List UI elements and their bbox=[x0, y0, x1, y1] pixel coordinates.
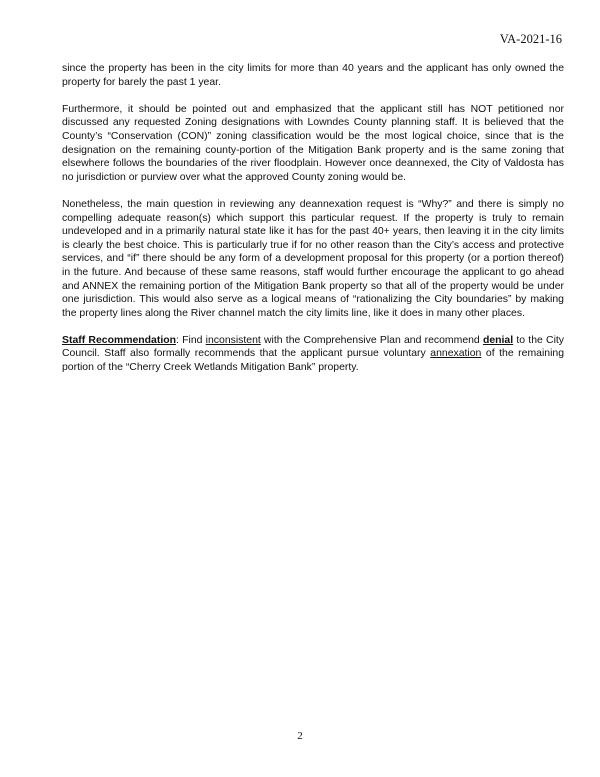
recommendation-text-4: of the remaining portion of the “Cherry Creek Wetlands Mitigation Bank” property. bbox=[62, 348, 564, 374]
inconsistent-term: inconsistent bbox=[205, 334, 261, 346]
recommendation-text-1: Find bbox=[178, 334, 206, 346]
denial-term: denial bbox=[482, 334, 514, 346]
recommendation-text-3: to the City Council. Staff also formally recommends that the applicant pursue voluntary bbox=[62, 334, 565, 360]
recommendation-colon: : bbox=[176, 334, 179, 346]
staff-recommendation-paragraph bbox=[62, 334, 564, 375]
staff-recommendation-label: Staff Recommendation bbox=[62, 334, 176, 346]
paragraph-1: since the property has been in the city limits for more than 40 years and the applicant has only owned the property for barely the past 1 year. bbox=[62, 63, 564, 88]
document-id: VA-2021-16 bbox=[499, 32, 562, 46]
paragraph-2: Furthermore, it should be pointed out and emphasized that the applicant still has NOT petitioned nor discussed any requested Zoning designations with Lowndes County planning staff. It is believed that the County’s “Conservation (CON)” zoning classification would be the most logical choice, since that is the designation on the remaining county-portion of the Mitigation Bank property and is the same zoning that elsewhere follows the boundaries of the river floodplain. However once deannexed, the City of Valdosta has no jurisdiction or purview over what the approved County zoning would be. bbox=[62, 103, 564, 183]
annexation-term: annexation bbox=[430, 348, 482, 360]
page-number: 2 bbox=[297, 730, 303, 742]
recommendation-text-2: with the Comprehensive Plan and recommend bbox=[260, 334, 483, 346]
document-body bbox=[62, 62, 564, 388]
paragraph-3: Nonetheless, the main question in reviewing any deannexation request is “Why?” and there is simply no compelling adequate reason(s) which support this particular request. If the property is truly to remain undeveloped and in a primarily natural state like it has for the past 40+ years, then leaving it in the city limits is clearly the best choice. This is particularly true if for no other reason than the City’s access and protective services, and “if” there should be any form of a development proposal for this property (or a portion thereof) in the future. And because of these same reasons, staff would further encourage the applicant to go ahead and ANNEX the remaining portion of the Mitigation Bank property so that all of the property would be under one jurisdiction. This would also serve as a logical means of “rationalizing the City boundaries” by making the property lines along the River channel match the city limits line, like it does in many other places. bbox=[62, 198, 564, 319]
